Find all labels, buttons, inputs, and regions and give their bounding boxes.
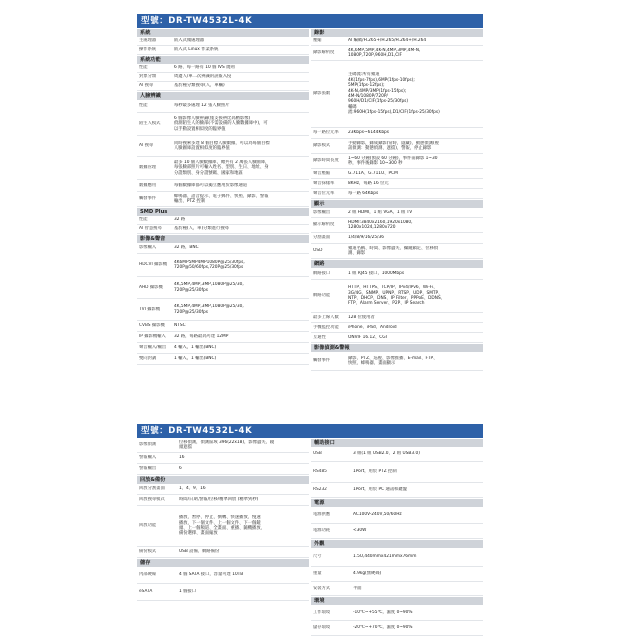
spec-value: 1.5U,440mmx421mmx76mm (353, 554, 417, 560)
spec-label: 互通性 (313, 334, 326, 340)
spec-row (137, 484, 309, 495)
spec-value: HTTP、HTTPS、TCP/IP、IPv4/IPv6、Wi-Fi、 3G/4G、SNMP、UPNP、RTSP、UDP、SMTP、 NTP、DHCP、DNS、IP Filter、PPPoE、DDNS、 FTP、Alarm Server、P2P、IP Search (348, 285, 445, 307)
spec-label: 最多上線人數 (313, 314, 339, 320)
spec-label: 每一路位元率 (313, 130, 339, 136)
spec-value: 最多 10 個人臉數據庫，總共有 2 萬張人臉圖庫， 每張臉部照片可輸入姓名、型別、生日、地址、身 分證類別、身分證號碼、國家和地區 (174, 159, 270, 176)
section-header: 顯示 (311, 200, 483, 208)
spec-column-left (137, 438, 309, 601)
spec-label: 警報輸入 (139, 455, 157, 461)
spec-label: 觸發事件 (139, 196, 157, 202)
spec-value: 32 路，每路最高可達 12MP (174, 334, 229, 340)
spec-value: HDMI:3840x2160,1920x1080, 1280x1024,1280x720 (348, 219, 413, 230)
spec-value: 嵌入式 Linux 作業系統 (174, 47, 219, 53)
spec-row (311, 179, 483, 189)
spec-label: AHD 攝影機 (139, 284, 163, 290)
spec-label: 影像偵測 (139, 442, 157, 448)
spec-label: 網路功能 (313, 293, 331, 299)
spec-value: 頻道名稱、時間、影像遺失、攝鏡鎖定、位移偵 測、錄影 (348, 245, 439, 256)
section-header: 系統 (137, 29, 309, 37)
section-header: 環境 (311, 597, 483, 605)
spec-label: 儲存環境 (313, 625, 331, 631)
spec-row (137, 321, 309, 332)
spec-label: OSD (313, 248, 323, 254)
spec-label: AI 搜尋 (139, 83, 154, 89)
spec-value: 手動錄影，錄成錄影(常時，隱藏)，動態偵測(視 訊偵測：動態偵測、遮擋)，警報，停止錄影 (348, 140, 439, 151)
spec-row (137, 216, 309, 225)
spec-label: 性能 (139, 65, 148, 71)
spec-row (311, 524, 483, 539)
spec-row (137, 113, 309, 136)
spec-value: iPhone、iPad、Android (348, 324, 397, 330)
spec-row (311, 244, 483, 259)
spec-label: 壓縮 (313, 38, 322, 44)
spec-row (137, 299, 309, 321)
spec-row (311, 333, 483, 343)
spec-row (137, 506, 309, 547)
spec-row (311, 37, 483, 46)
spec-value: 1 個接口 (179, 589, 196, 595)
spec-row (311, 233, 483, 244)
spec-label: 安裝方式 (313, 585, 331, 591)
spec-row (137, 192, 309, 207)
spec-row (311, 352, 483, 371)
spec-row (137, 225, 309, 234)
spec-row (311, 46, 483, 61)
spec-label: 內部硬碟 (139, 572, 157, 578)
spec-value: 4 輸入，1 輸出(BNC) (174, 345, 217, 351)
spec-row (137, 438, 309, 453)
spec-label: 顯示解析度 (313, 222, 335, 228)
spec-row (137, 343, 309, 354)
spec-row (137, 157, 309, 180)
spec-value: AC100V-240V,50/60Hz (353, 512, 402, 518)
spec-value: -10℃~+55℃，濕度 0~90% (353, 609, 413, 615)
section-header: 電源 (311, 499, 483, 507)
spec-row (311, 605, 483, 621)
spec-label: CVBS 攝影機 (139, 323, 165, 329)
spec-sheet-page-1 (137, 14, 483, 397)
spec-value: 錄影、PTZ、巡視、影像推播、E-mail、FTP、 快照、蜂鳴器、畫面顯示 (348, 355, 438, 366)
spec-label: TVI 攝影機 (139, 306, 161, 312)
spec-row (137, 254, 309, 277)
spec-row (311, 507, 483, 524)
spec-row (137, 82, 309, 91)
spec-row (311, 189, 483, 199)
spec-value: 4K,5MP,4MP,3MP,1080P@25/30, 720P@25/30fps (174, 304, 244, 315)
spec-label: 性能 (139, 217, 148, 223)
spec-row (311, 323, 483, 333)
spec-row (137, 37, 309, 46)
spec-value: 1/4/8/9/16/25/36 (348, 235, 385, 241)
spec-label: 電源供應 (313, 512, 331, 518)
spec-row (311, 218, 483, 233)
spec-row (137, 64, 309, 73)
section-header: SMD Plus (137, 208, 309, 216)
section-header: 網路 (311, 260, 483, 268)
spec-value: 6 路、每一路有 10 個 IVS 規則 (174, 65, 235, 71)
spec-label: 尺寸 (313, 554, 322, 560)
spec-label: 電源功耗 (313, 528, 331, 534)
spec-row (311, 139, 483, 154)
spec-value: 1~60 分鐘(預設 60 分鐘)，事件前錄影 1~30 秒，事件後錄影 10~300 秒 (348, 155, 438, 166)
spec-label: 手機監控功能 (313, 324, 339, 330)
spec-value: 基於種(人，車)分類進行搜尋 (174, 226, 229, 232)
spec-row (137, 243, 309, 254)
spec-label: RS485 (313, 469, 327, 475)
spec-value: 128 位使用者 (348, 314, 375, 320)
section-header: 外觀 (311, 540, 483, 548)
spec-label: 雙向對講 (139, 356, 157, 362)
spec-row (137, 547, 309, 558)
spec-row (137, 46, 309, 55)
section-header: 影像&聲音 (137, 235, 309, 243)
spec-row (311, 621, 483, 636)
spec-row (137, 332, 309, 343)
spec-row (137, 354, 309, 365)
spec-label: 聲音壓縮 (313, 170, 331, 176)
spec-label: 觸發事件 (313, 358, 331, 364)
spec-value: 6 (179, 466, 182, 472)
spec-row (311, 462, 483, 483)
spec-value: <30W (353, 528, 367, 534)
spec-value: 4K,5MP,4MP,3MP,1080P@25/30, 720P@25/30fps (174, 282, 244, 293)
spec-row (311, 582, 483, 596)
spec-label: 數據應用 (139, 182, 157, 188)
spec-value: 每一路 64Kbps (348, 190, 379, 196)
spec-row (137, 136, 309, 157)
spec-label: USB (313, 451, 322, 457)
spec-value: 1Port，用於 PTZ 控制 (353, 469, 397, 475)
spec-label: 回放功能 (139, 523, 157, 529)
spec-row (311, 61, 483, 128)
spec-row (137, 180, 309, 192)
spec-value: 4K,6MP,5MP,4K-N,4MP,3MP,4M-N, 1080P,720P,960H,D1,CIF (348, 47, 421, 58)
spec-label: 重量 (313, 571, 322, 577)
spec-value: 蜂鳴器、語音提示、電子郵件、快照、錄影、警報 輸出、PTZ 控制 (174, 193, 269, 204)
spec-value: 32 路，BNC (174, 245, 199, 251)
spec-row (311, 313, 483, 323)
spec-value: 嵌入式微處理器 (174, 38, 205, 44)
spec-label: 錄影解析度 (313, 50, 335, 56)
section-header: 影像偵測&警報 (311, 344, 483, 352)
spec-row (137, 464, 309, 475)
spec-value: 6 個影像人臉辨識(僅支援辨比高精影像) 偵測陌生人的臉部(不需設備的人臉數據庫中)，可 以手動設置相似度的臨界值 (174, 115, 268, 132)
spec-label: 陌生人模式 (139, 121, 161, 127)
section-header: 錄影 (311, 29, 483, 37)
spec-row (137, 453, 309, 464)
spec-value: 基於種分類搜尋(人，車輛) (174, 83, 225, 89)
spec-value: 16 (179, 455, 185, 461)
spec-label: IP 攝影機輸入 (139, 334, 166, 340)
spec-value: 4 個 SATA 接口，容量可達 10TB (179, 572, 244, 578)
spec-value: 1、4、9、16 (179, 486, 206, 492)
spec-label: 警報輸出 (139, 466, 157, 472)
spec-value: NTSC (174, 323, 186, 329)
spec-label: 錄影張數 (313, 91, 331, 97)
spec-value: 1 組 RJ45 接口，1000Mbps (348, 270, 405, 276)
section-header: 輔助接口 (311, 439, 483, 447)
spec-columns (137, 438, 483, 636)
spec-value: 1 輸入，1 輸出(BNC) (174, 356, 217, 362)
spec-row (137, 277, 309, 299)
spec-row (311, 567, 483, 582)
spec-label: eSATA (139, 589, 153, 595)
spec-value: -20℃~+70℃，濕度 0~90% (353, 625, 413, 631)
spec-row (311, 208, 483, 218)
spec-value: 播放、暫停、停止、倒轉、快速播放、慢速 播放、下一個文件、上一個文件、下一個鏡 頭、上一個頻道、全畫面、重播、隨機播放、 備份選擇、畫面縮放 (179, 515, 265, 537)
spec-value: USB 設備、網路備份 (179, 549, 220, 555)
spec-label: 聲音位元率 (313, 190, 335, 196)
spec-row (311, 548, 483, 567)
spec-label: 工作環境 (313, 609, 331, 615)
spec-row (311, 280, 483, 313)
spec-label: RS232 (313, 487, 327, 493)
spec-value: 3 組(1 組 USB2.0、2 組 USB3.0) (353, 451, 420, 457)
spec-value: 位移偵測，偵測區域 396(22x18)，影像遺失，鏡 頭遮擋 (179, 439, 275, 450)
spec-value: 同時搜索多達 8 個目標人臉數據，可以為每個目標 人臉圖庫設置相似度的臨界值 (174, 140, 270, 151)
spec-row (137, 584, 309, 601)
spec-value: 主碼流:所有頻道 4K(1fps-7fps),6MP(1fps-10fps); 5MP(1fps-12fps); 4K-N,4MP/3MP(1fps-15fps); 4M-N/1080P/720P/ 960H/D1/CIF(1fps-25/30fps) 輔碼 流:960H(1fps-15fps),D1/CIF(1fps-25/30fps) (348, 72, 440, 116)
spec-label: 回放分割畫面 (139, 486, 165, 492)
section-header: 人臉辨識 (137, 92, 309, 100)
spec-row (311, 128, 483, 139)
spec-value: 4K6MP5MP4MP1080P@25/30fps, 720P@50/60fps,720P@25/30fps (174, 259, 245, 270)
spec-value: 2 組 HDMI，1 組 VGA，1 組 TV (348, 209, 413, 215)
spec-column-left (137, 28, 309, 365)
spec-value: 32 路 (174, 217, 186, 223)
model-title: 型號：DR-TW4532L-4K (137, 424, 483, 438)
spec-value: 8KHz，每路 16 位元 (348, 180, 389, 186)
section-header: 回放&備份 (137, 476, 309, 484)
spec-value: 1Port，用於 PC 通訊和鍵盤 (353, 487, 407, 493)
spec-label: 操作系統 (139, 47, 157, 53)
spec-value: 23Kbps~6144Kbps (348, 130, 390, 136)
spec-value: 周邊人/車二次辨識的誤報入侵 (174, 74, 232, 80)
spec-row (137, 73, 309, 82)
section-header: 儲存 (137, 559, 309, 567)
spec-row (311, 169, 483, 179)
spec-label: 聲音採樣率 (313, 180, 335, 186)
spec-label: AI 搜尋 (139, 143, 154, 149)
spec-label: 備份模式 (139, 549, 157, 555)
model-title: 型號：DR-TW4532L-4K (137, 14, 483, 28)
spec-label: 影像輸出 (313, 209, 331, 215)
spec-label: 性能 (139, 103, 148, 109)
spec-sheet-page-2 (137, 424, 483, 631)
spec-column-right (311, 28, 483, 371)
spec-value: AI 編碼/H.265+/H.265/H.264+/H.264 (348, 38, 427, 44)
spec-label: 主處理器 (139, 38, 157, 44)
spec-row (311, 154, 483, 169)
spec-label: 數據管理 (139, 165, 157, 171)
spec-label: 聲音輸入/輸出 (139, 345, 167, 351)
spec-label: 對象分類 (139, 74, 157, 80)
spec-row (311, 483, 483, 498)
spec-column-right (311, 438, 483, 636)
section-header: 系統功能 (137, 56, 309, 64)
spec-label: 分割畫面 (313, 235, 331, 241)
spec-label: AI 智慧搜尋 (139, 226, 162, 232)
spec-label: 回放搜尋模式 (139, 497, 165, 503)
spec-row (311, 268, 483, 280)
spec-value: 平面 (353, 585, 362, 591)
spec-label: HDCVI 攝影機 (139, 262, 168, 268)
spec-label: 網路接口 (313, 270, 331, 276)
spec-label: 錄影時間長度 (313, 158, 339, 164)
spec-label: 影像輸入 (139, 245, 157, 251)
spec-value: 每秒最多處理 12 張人臉照片 (174, 103, 230, 109)
spec-value: 每個數據庫都可以獨立應用於影像通道 (174, 182, 248, 188)
spec-row (137, 495, 309, 506)
spec-columns (137, 28, 483, 371)
spec-value: 時間/日期,警報/位移/精準回放 (精準到秒) (179, 497, 259, 503)
spec-row (311, 447, 483, 462)
spec-row (137, 100, 309, 113)
spec-value: 4.9kg(無硬碟) (353, 571, 382, 577)
spec-value: G.711A、G.711U、PCM (348, 170, 398, 176)
spec-value: ONVIF 16.12、CGI (348, 334, 387, 340)
spec-row (137, 567, 309, 584)
spec-label: 錄影模式 (313, 143, 331, 149)
